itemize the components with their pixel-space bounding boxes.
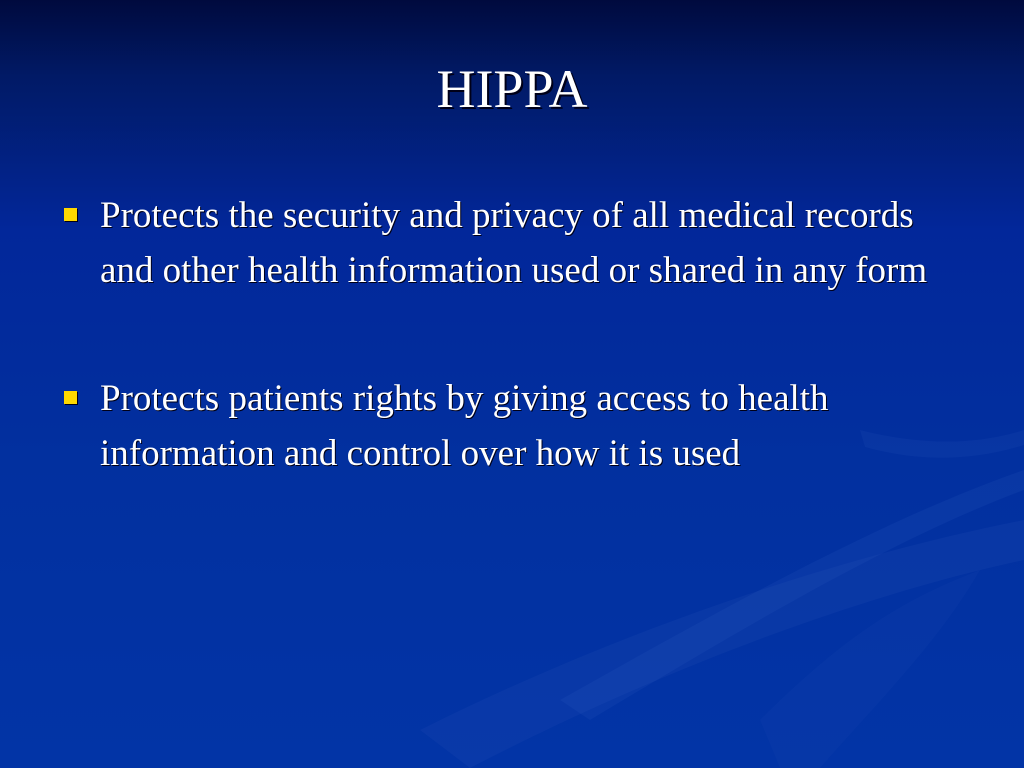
square-bullet-icon	[64, 391, 77, 404]
square-bullet-icon	[64, 208, 77, 221]
slide-title: HIPPA	[436, 59, 588, 119]
bullet-list	[60, 188, 960, 554]
bullet-item	[60, 188, 960, 298]
bullet-text: Protects patients rights by giving access to health information and control over how it is used	[100, 378, 829, 474]
bullet-item	[60, 371, 960, 481]
bullet-text: Protects the security and privacy of all medical records and other health information used or shared in any form	[100, 195, 928, 291]
